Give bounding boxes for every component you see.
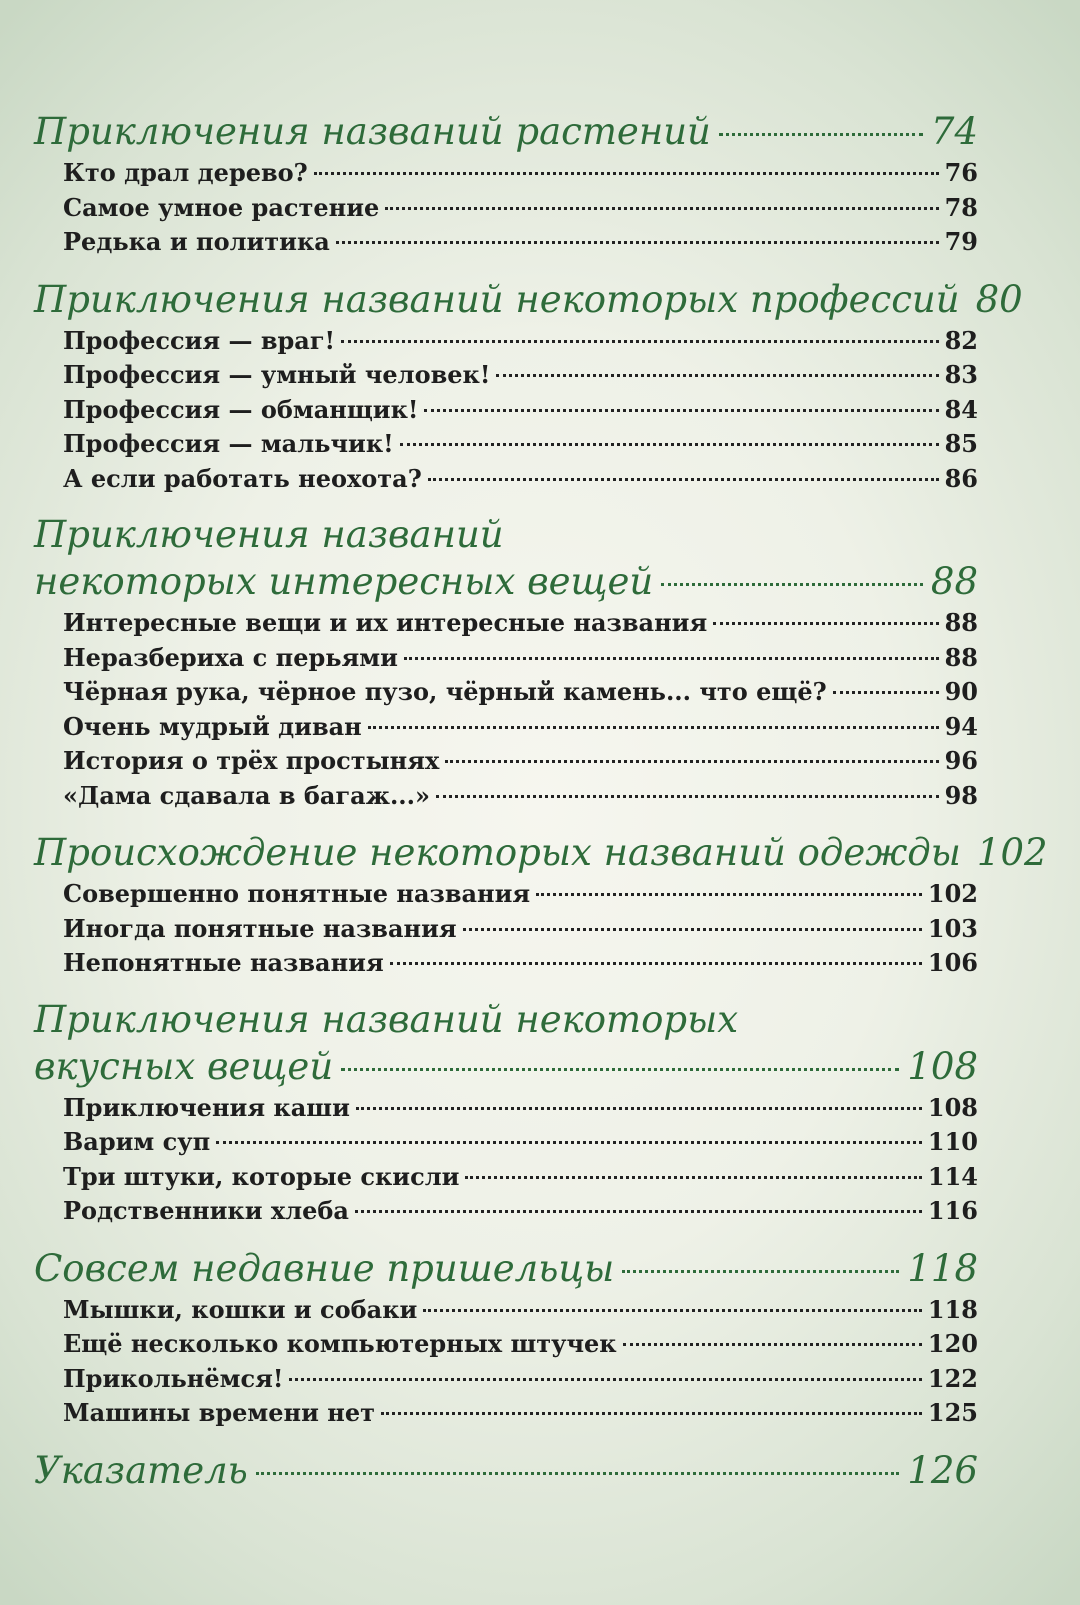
dot-leader: [496, 373, 938, 377]
dot-leader: [368, 725, 939, 729]
toc-entry[interactable]: [34, 946, 978, 981]
dot-leader: [536, 892, 922, 896]
toc-entry[interactable]: [34, 1194, 978, 1229]
chapter-page-number: 126: [907, 1448, 978, 1492]
dot-leader: [400, 442, 939, 446]
entry-title: Приключения каши: [63, 1092, 350, 1122]
entry-title: Иногда понятные названия: [63, 913, 457, 943]
toc-entry[interactable]: [34, 462, 978, 497]
toc-entry[interactable]: [34, 393, 978, 428]
entry-title: «Дама сдавала в багаж...»: [63, 780, 431, 810]
dot-leader: [719, 132, 923, 136]
entry-page-number: 114: [927, 1161, 978, 1191]
entry-title: Профессия — обманщик!: [63, 394, 419, 424]
chapter-page-number: 74: [930, 110, 978, 153]
entry-page-number: 88: [944, 642, 978, 672]
toc-entry[interactable]: [34, 225, 978, 260]
dot-leader: [289, 1377, 922, 1381]
toc-entry[interactable]: [34, 191, 978, 226]
entry-page-number: 106: [927, 948, 978, 977]
entry-title: Неразбериха с перьями: [63, 642, 398, 672]
chapter-row[interactable]: [34, 558, 978, 606]
toc-entry[interactable]: [34, 877, 978, 912]
chapter-title: Приключения названий растений: [34, 110, 711, 153]
toc-entry[interactable]: [34, 324, 978, 359]
dot-leader: [341, 1067, 899, 1071]
entry-page-number: 76: [944, 158, 978, 187]
entry-title: Машины времени нет: [63, 1398, 375, 1427]
toc-entry[interactable]: [34, 710, 978, 745]
toc-entry[interactable]: [34, 1293, 978, 1328]
chapter-row[interactable]: [34, 829, 1048, 877]
entry-title: Интересные вещи и их интересные названия: [63, 608, 708, 637]
toc-entry[interactable]: [34, 1327, 978, 1362]
chapter-row[interactable]: [34, 1043, 978, 1091]
dot-leader: [216, 1140, 922, 1144]
entry-page-number: 85: [944, 429, 978, 458]
chapter-row[interactable]: [34, 1447, 978, 1495]
toc-section: [34, 829, 1048, 981]
entry-page-number: 103: [927, 913, 978, 943]
entry-page-number: 110: [927, 1127, 978, 1156]
chapter-row[interactable]: [34, 108, 978, 156]
toc-entry[interactable]: [34, 779, 978, 814]
entry-title: Непонятные названия: [63, 948, 384, 977]
chapter-title: вкусных вещей: [34, 1044, 334, 1088]
toc-entry[interactable]: [34, 1396, 978, 1431]
dot-leader: [256, 1471, 900, 1475]
entry-title: Родственники хлеба: [63, 1196, 349, 1225]
entry-title: Мышки, кошки и собаки: [63, 1294, 418, 1324]
chapter-page-number: 102: [976, 831, 1048, 874]
toc-section: [34, 997, 978, 1229]
chapter-row[interactable]: [34, 1245, 978, 1293]
entry-title: Редька и политика: [63, 227, 330, 256]
dot-leader: [341, 339, 939, 343]
toc-entry[interactable]: [34, 675, 978, 710]
chapter-title: Указатель: [34, 1448, 248, 1492]
entry-title: Чёрная рука, чёрное пузо, чёрный камень... что ещё?: [63, 677, 827, 706]
entry-title: Кто драл дерево?: [63, 158, 308, 187]
dot-leader: [436, 794, 939, 798]
chapter-title-line: Приключения названий некоторых: [34, 997, 739, 1041]
entry-page-number: 98: [944, 780, 978, 810]
dot-leader: [381, 1411, 922, 1415]
dot-leader: [390, 961, 922, 965]
dot-leader: [463, 927, 922, 931]
entry-page-number: 82: [944, 325, 978, 355]
chapter-page-number: 80: [975, 277, 1023, 321]
entry-page-number: 90: [944, 677, 978, 706]
toc-section: [34, 276, 1023, 497]
entry-page-number: 79: [944, 227, 978, 256]
dot-leader: [713, 621, 938, 625]
toc-entry[interactable]: [34, 606, 978, 641]
dot-leader: [428, 477, 939, 481]
entry-title: Варим суп: [63, 1127, 211, 1156]
entry-page-number: 122: [927, 1363, 978, 1393]
entry-page-number: 88: [944, 608, 978, 637]
chapter-title-line: Приключения названий: [34, 513, 504, 556]
dot-leader: [336, 240, 939, 244]
toc-section: [34, 1245, 978, 1431]
chapter-title: Приключения названий некоторых профессий: [34, 277, 960, 321]
entry-title: Ещё несколько компьютерных штучек: [63, 1329, 617, 1358]
entry-title: Самое умное растение: [63, 192, 380, 222]
dot-leader: [445, 759, 938, 763]
chapter-title: некоторых интересных вещей: [34, 560, 654, 603]
dot-leader: [356, 1106, 922, 1110]
entry-page-number: 120: [927, 1329, 978, 1358]
entry-title: Профессия — враг!: [63, 325, 336, 355]
entry-title: А если работать неохота?: [63, 463, 422, 493]
entry-title: Очень мудрый диван: [63, 711, 362, 741]
entry-page-number: 125: [927, 1398, 978, 1427]
toc-entry[interactable]: [34, 1125, 978, 1160]
entry-title: Профессия — умный человек!: [63, 360, 491, 389]
toc-entry[interactable]: [34, 1091, 978, 1126]
dot-leader: [424, 408, 938, 412]
dot-leader: [385, 206, 938, 210]
entry-page-number: 78: [944, 192, 978, 222]
dot-leader: [355, 1209, 922, 1213]
dot-leader: [423, 1308, 922, 1312]
dot-leader: [661, 582, 923, 586]
entry-page-number: 102: [927, 879, 978, 908]
toc-section: [34, 512, 978, 813]
entry-page-number: 118: [927, 1294, 978, 1324]
dot-leader: [622, 1269, 899, 1273]
chapter-page-number: 118: [907, 1246, 978, 1290]
chapter-page-number: 88: [930, 560, 978, 603]
chapter-title: Происхождение некоторых названий одежды: [34, 831, 961, 874]
chapter-row[interactable]: [34, 276, 1023, 324]
entry-page-number: 116: [927, 1196, 978, 1225]
entry-title: Прикольнёмся!: [63, 1363, 284, 1393]
entry-page-number: 96: [944, 746, 978, 775]
toc-entry[interactable]: [34, 641, 978, 676]
toc-entry[interactable]: [34, 912, 978, 947]
entry-page-number: 108: [927, 1092, 978, 1122]
toc-entry[interactable]: [34, 1160, 978, 1195]
entry-title: История о трёх простынях: [63, 746, 440, 775]
chapter-title: Совсем недавние пришельцы: [34, 1246, 615, 1290]
entry-page-number: 83: [944, 360, 978, 389]
entry-page-number: 94: [944, 711, 978, 741]
entry-title: Совершенно понятные названия: [63, 879, 531, 908]
toc-entry[interactable]: [34, 156, 978, 191]
dot-leader: [404, 656, 939, 660]
dot-leader: [833, 690, 939, 694]
entry-title: Три штуки, которые скисли: [63, 1161, 460, 1191]
entry-page-number: 86: [944, 463, 978, 493]
toc-section: [34, 108, 978, 260]
dot-leader: [623, 1342, 922, 1346]
toc-entry[interactable]: [34, 427, 978, 462]
toc-entry[interactable]: [34, 358, 978, 393]
entry-page-number: 84: [944, 394, 978, 424]
table-of-contents: [34, 108, 1048, 1511]
toc-section: [34, 1447, 978, 1495]
dot-leader: [465, 1175, 921, 1179]
dot-leader: [314, 171, 939, 175]
toc-entry[interactable]: [34, 744, 978, 779]
toc-entry[interactable]: [34, 1362, 978, 1397]
entry-title: Профессия — мальчик!: [63, 429, 394, 458]
chapter-page-number: 108: [907, 1044, 978, 1088]
